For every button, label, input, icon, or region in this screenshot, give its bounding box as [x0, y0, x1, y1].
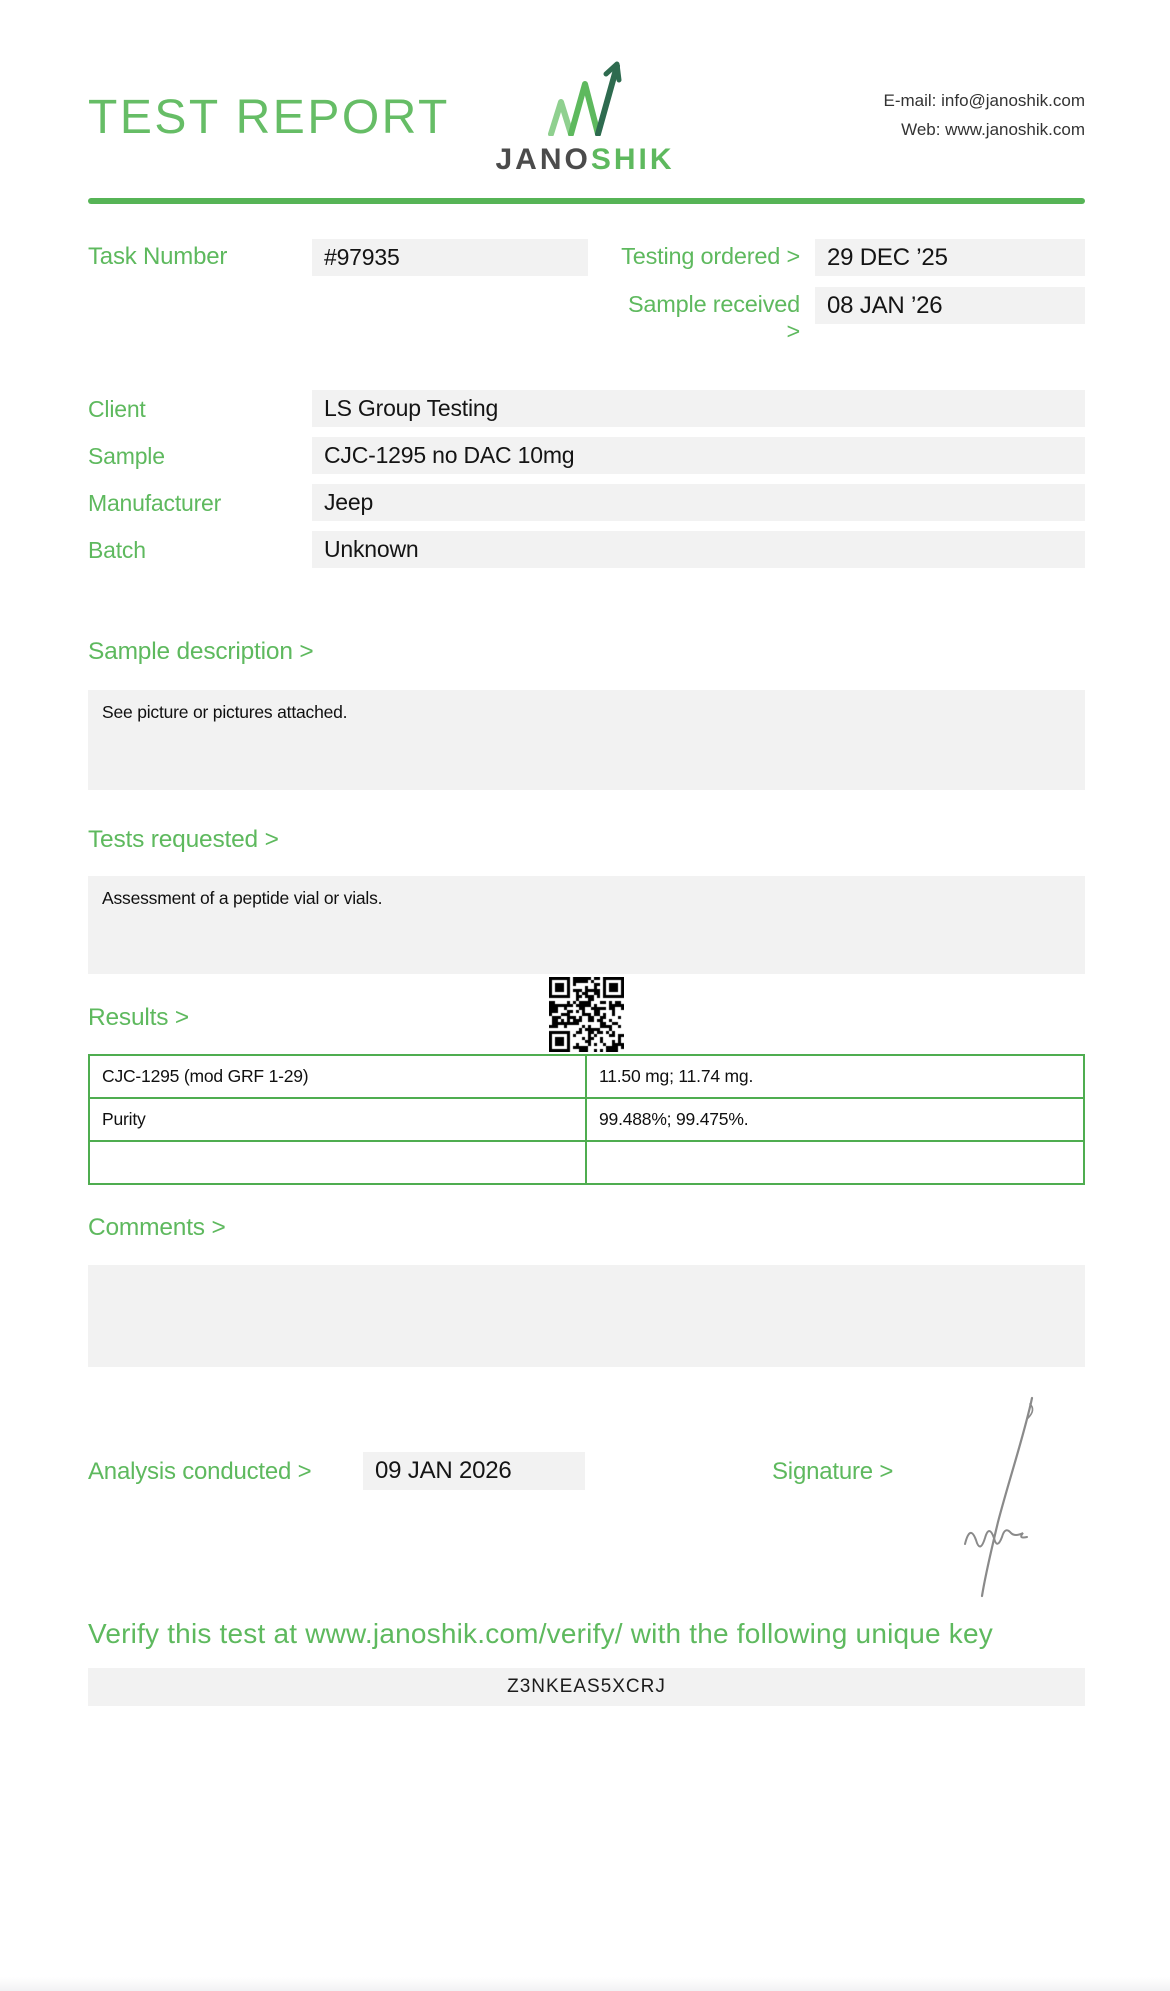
- qr-code: [549, 977, 624, 1052]
- result-value: 11.50 mg; 11.74 mg.: [586, 1055, 1084, 1098]
- logo-wordmark: [430, 143, 740, 177]
- results-row: [89, 1055, 1084, 1098]
- task-number-value: #97935: [312, 239, 588, 276]
- page-title: TEST REPORT: [88, 91, 450, 144]
- analysis-conducted-label: Analysis conducted >: [88, 1458, 312, 1485]
- analysis-conducted-value: 09 JAN 2026: [363, 1452, 585, 1490]
- results-row: [89, 1141, 1084, 1184]
- contact-email: E-mail: info@janoshik.com: [883, 91, 1085, 110]
- sample-received-value: 08 JAN ’26: [815, 287, 1085, 324]
- tests-requested-box: [88, 876, 1085, 974]
- result-name: [89, 1141, 586, 1184]
- results-row: [89, 1098, 1084, 1141]
- results-heading: Results >: [88, 1004, 190, 1031]
- page-bottom-edge: [0, 1977, 1170, 1991]
- results-table: [88, 1054, 1085, 1185]
- janoshik-logo: [430, 58, 740, 177]
- result-value: [586, 1141, 1084, 1184]
- contact-web: Web: www.janoshik.com: [901, 120, 1085, 139]
- sample-label: Sample: [88, 443, 165, 469]
- result-name: Purity: [89, 1098, 586, 1141]
- sample-received-label: Sample received >: [627, 291, 800, 344]
- sample-value: CJC-1295 no DAC 10mg: [312, 437, 1085, 474]
- sample-description-heading: Sample description >: [88, 638, 314, 665]
- contact-block: [884, 86, 1086, 144]
- sample-description-text: See picture or pictures attached.: [102, 702, 348, 722]
- comments-heading: Comments >: [88, 1214, 226, 1241]
- logo-text-jano: JANO: [495, 143, 591, 176]
- signature-label: Signature >: [772, 1458, 894, 1485]
- task-number-label: Task Number: [88, 243, 228, 270]
- comments-box: [88, 1265, 1085, 1367]
- signature-image: [935, 1392, 1045, 1602]
- tests-requested-text: Assessment of a peptide vial or vials.: [102, 888, 383, 908]
- sample-description-box: [88, 690, 1085, 790]
- result-value: 99.488%; 99.475%.: [586, 1098, 1084, 1141]
- manufacturer-value: Jeep: [312, 484, 1085, 521]
- testing-ordered-label: Testing ordered >: [621, 243, 800, 269]
- tests-requested-heading: Tests requested >: [88, 826, 279, 853]
- unique-key-box: [88, 1668, 1085, 1706]
- batch-label: Batch: [88, 537, 146, 563]
- batch-value: Unknown: [312, 531, 1085, 568]
- unique-key: Z3NKEAS5XCRJ: [507, 1676, 666, 1697]
- manufacturer-label: Manufacturer: [88, 490, 222, 516]
- client-label: Client: [88, 396, 146, 422]
- verify-text: Verify this test at www.janoshik.com/verify/ with the following unique key: [88, 1618, 993, 1649]
- logo-chart-icon: [537, 58, 633, 136]
- testing-ordered-value: 29 DEC ’25: [815, 239, 1085, 276]
- header-divider: [88, 198, 1085, 204]
- client-value: LS Group Testing: [312, 390, 1085, 427]
- logo-text-shik: SHIK: [590, 143, 675, 176]
- result-name: CJC-1295 (mod GRF 1-29): [89, 1055, 586, 1098]
